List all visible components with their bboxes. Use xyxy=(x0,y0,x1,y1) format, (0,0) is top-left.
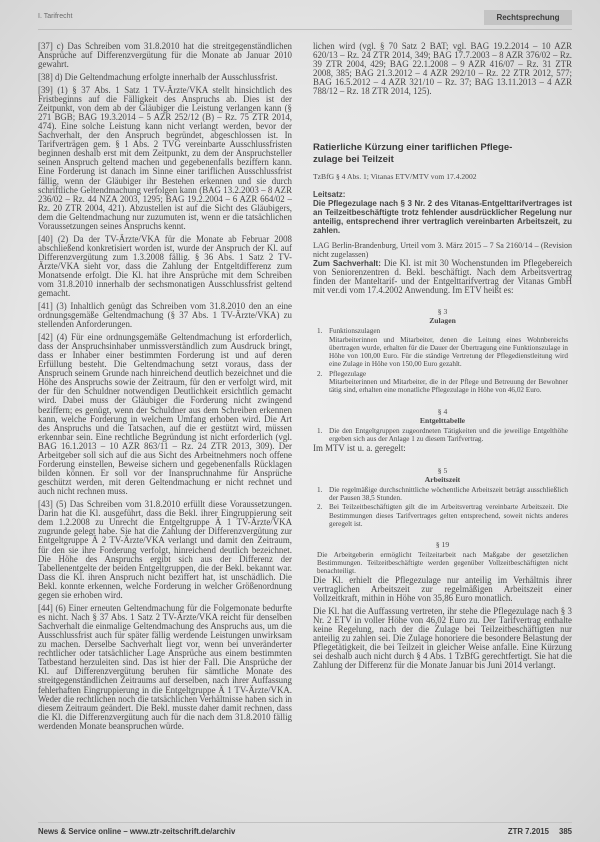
provision-section-number: § 3 xyxy=(437,307,448,317)
provision-section-number: § 5 xyxy=(437,465,448,475)
footer-divider xyxy=(38,822,572,823)
provision-item-number: 2. xyxy=(317,503,323,512)
continuation-paragraph: lichen wird (vgl. § 70 Satz 2 BAT; vgl. BAG 19.2.2014 – 10 AZR 620/13 – Rz. 24 ZTR 2014, 349; BAG 17.7.2003 – 8 AZR 376/02 – Rz. 39 ZTR 2004, 429; BAG 22.1.2008 – 9 AZR 416/07 – Rz. 31 ZTR 2008, 385; BAG 21.3.2012 – 4 AZR 292/10 – Rz. 22 ZTR 2012, 577; BAG 16.5.2012 – 4 AZR 321/10 – Rz. 37; BAG 13.11.2013 – 4 AZR 788/12 – Rz. 18 ZTR 2014, 125). xyxy=(313,42,572,97)
paragraph: [41] (3) Inhaltlich genügt das Schreiben vom 31.8.2010 den an eine ordnungsgemäße Geltendmachung (§ 37 Abs. 1 TV-Ärzte/VKA) zu stellenden Anforderungen. xyxy=(38,300,292,330)
paragraph: [40] (2) Da der TV-Ärzte/VKA für die Monate ab Februar 2008 abschließend konkretisiert worden ist, wurde der Anspruch der Kl. auf Differenzvergütung zum 1.3.2008 fällig. § 36 Abs. 1 Satz 2 TV-Ärzte/VKA sieht vor, dass die Zahlung der Entgeltdifferenz zum Monatsende erfolgt. Die Kl. hat ihre Ansprüche mit dem Schreiben vom 31.8.2010 innerhalb der sechsmonatigen Ausschlussfrist geltend gemacht. xyxy=(38,233,292,299)
article-norms: TzBfG § 4 Abs. 1; Vitanas ETV/MTV vom 17.4.2002 xyxy=(313,171,477,181)
provision-item-heading: Funktionszulagen xyxy=(329,327,381,336)
header-divider xyxy=(38,29,572,30)
paragraph: [37] c) Das Schreiben vom 31.8.2010 hat die streitgegenständlichen Ansprüche auf Differenzvergütung für die Monate ab Januar 2010 gewahrt. xyxy=(38,42,292,70)
leitsatz-text: Die Pflegezulage nach § 3 Nr. 2 des Vitanas-Entgelttarifvertrages ist an Teilzeitbeschäftigte trotz fehlender ausdrücklicher Regelung nur anteilig, entsprechend ihrer vertraglich vereinbarten Arbeitszeit, zu zahlen. xyxy=(313,198,572,235)
running-head-category: Rechtsprechung xyxy=(484,10,572,25)
provision-section-title: Entgelttabelle xyxy=(419,415,466,425)
article-title-line: zulage bei Teilzeit xyxy=(313,153,394,165)
provision-item-body xyxy=(329,370,568,395)
journal-issue: ZTR 7.2015 xyxy=(507,827,549,836)
running-head-section: I. Tarifrecht xyxy=(38,13,73,20)
article-title xyxy=(313,142,572,166)
provision-item xyxy=(317,503,568,528)
left-column xyxy=(38,42,292,808)
provision-list xyxy=(317,327,568,394)
paragraph: [44] (6) Einer erneuten Geltendmachung für die Folgemonate bedurfte es nicht. Nach § 37 Abs. 1 Satz 2 TV-Ärzte/VKA reicht für denselben Sachverhalt die einmalige Geltendmachung des Anspruchs aus, um die Ausschlussfrist auch für später fällig werdende Leistungen unwirksam zu machen. Derselbe Sachverhalt liegt vor, wenn bei unveränderter rechtlicher oder tatsächlicher Lage Ansprüche aus einem bestimmten Tatbestand herzuleiten sind. Das ist hier der Fall. Die Ansprüche der Kl. auf Differenzvergütung beruhen für sämtliche Monate des streitgegenständlichen Zeitraums auf derselben, nach ihrer Auffassung fehlerhaften Eingruppierung in die Entgeltgruppe Ä 1 TV-Ärzte/VKA. Weder die rechtlichen noch die tatsächlichen Verhältnisse haben sich in diesem Zeitraum geändert. Die Bekl. musste daher damit rechnen, dass die Kl. die Differenzvergütung auch für die nach dem 31.8.2010 fällig werdenden Monate beanspruchen würde. xyxy=(38,602,292,731)
provision-item-text: Bei Teilzeitbeschäftigten gilt die im Arbeitsvertrag vereinbarte Arbeitszeit. Die Bestimmungen dieses Tarifvertrages gelten entsprechend, soweit nichts anderes geregelt ist. xyxy=(329,503,568,528)
facts-paragraph xyxy=(313,259,572,295)
facts-text: Die Kl. ist mit 30 Wochenstunden im Pflegebereich von Seniorenzentren d. Bekl. beschäftigt. Nach dem Arbeitsvertrag finden der Manteltarif- und der Entgelttarifvertrag der Vitanas GmbH mit ver.di vom 17.4.2002 Anwendung. Im ETV heißt es: xyxy=(313,258,572,296)
facts-label: Zum Sachverhalt: xyxy=(313,259,381,269)
provision-section-number: § 19 xyxy=(435,540,450,550)
provision-item-number: 1. xyxy=(317,485,323,494)
provision-item xyxy=(317,370,568,395)
paragraph: [39] (1) § 37 Abs. 1 Satz 1 TV-Ärzte/VKA stellt hinsichtlich des Fristbeginns auf die Fälligkeit des Anspruchs ab. Dies ist der Zeitpunkt, von dem ab der Gläubiger die Leistung verlangen kann (§ 271 BGB; BAG 19.3.2014 – 5 AZR 252/12 (B) – Rz. 75 ZTR 2014, 474). Eine solche Leistung kann nicht verlangt werden, bevor der Sachverhalt, der den Anspruch begründet, abgeschlossen ist. In Tarifverträgen gem. § 1 Abs. 2 TVG vereinbarte Ausschlussfristen beginnen deshalb erst mit dem Zeitpunkt, zu dem der Anspruchsteller seinen Anspruch geltend machen und gegebenenfalls beziffern kann. Eine Forderung ist danach im Sinne einer tariflichen Ausschlussfrist fällig, wenn der Gläubiger ihr Bestehen erkennen und sie durch schriftliche Geltendmachung verfolgen kann (BAG 13.2.2003 – 8 AZR 236/02 – Rz. 44 NZA 2003, 1295; BAG 19.2.2004 – 6 AZR 664/02 – Rz. 20 ZTR 2004, 421). Abzustellen ist auf die Sicht des Gläubigers, dem die Geltendmachung nur zuzumuten ist, wenn er die tatsächlichen Voraussetzungen seines Anspruchs kennt. xyxy=(38,84,292,231)
provision-text: Die Arbeitgeberin ermöglicht Teilzeitarbeit nach Maßgabe der gesetzlichen Bestimmungen. Teilzeitbeschäftigte werden gegenüber Vollzeitbeschäftigten nicht benachteiligt. xyxy=(317,551,568,576)
provision-item-number: 2. xyxy=(317,369,323,378)
right-column xyxy=(313,42,572,808)
provision-item-text: Mitarbeiterinnen und Mitarbeiter, denen die Leitung eines Wohnbereichs übertragen wurde, erhalten für die Dauer der Übertragung eine Funktionszulage in Höhe von 100,00 Euro. Für die ständige Vertretung der Pflegedienstleitung wird eine Zulage in Höhe von 150,00 Euro gezahlt. xyxy=(329,335,568,369)
provision-item-text: Die den Entgeltgruppen zugeordneten Tätigkeiten und die jeweilige Entgelthöhe ergeben sich aus der Anlage 1 zu diesem Tarifvertrag. xyxy=(329,426,568,443)
footer-online-note: News & Service online – www.ztr-zeitschrift.de/archiv xyxy=(38,827,236,836)
provision-item-number: 1. xyxy=(317,327,323,336)
paragraph: [42] (4) Für eine ordnungsgemäße Geltendmachung ist erforderlich, dass der Anspruchsinhaber unmissverständlich zum Ausdruck bringt, dass er Inhaber einer bestimmten Forderung ist und auf deren Erfüllung besteht. Die Geltendmachung setzt voraus, dass der Anspruch seinem Grunde nach hinreichend deutlich bezeichnet und die Höhe des Anspruchs sowie der Zeitraum, für den er verfolgt wird, mit der für den Schuldner notwendigen Deutlichkeit ersichtlich gemacht wird. Dabei muss der Gläubiger die Forderung nicht zwingend beziffern; es genügt, wenn der Schuldner aus dem Schreiben erkennen kann, welche Forderung in welchem Umfang erhoben wird. Die Art des Anspruchs und die Tatsachen, auf die er gestützt wird, müssen erkennbar sein. Eine rechtliche Begründung ist nicht erforderlich (vgl. BAG 16.1.2013 – 10 AZR 863/11 – Rz. 24 ZTR 2013, 309). Der Arbeitgeber soll sich auf die aus Sicht des Arbeitnehmers noch offene Forderung einstellen, Beweise sichern und gegebenenfalls Rücklagen bilden können. Er soll vor der Inanspruchnahme für Ansprüche geschützt werden, mit deren Geltendmachung er nicht rechnet und auch nicht rechnen muss. xyxy=(38,331,292,497)
footer-issue xyxy=(490,827,572,836)
page-number: 385 xyxy=(558,827,572,836)
provision-section-number: § 4 xyxy=(437,406,448,416)
provision-list xyxy=(317,486,568,529)
court-citation: LAG Berlin-Brandenburg, Urteil vom 3. März 2015 – 7 Sa 2160/14 – (Revision nicht zugelassen) xyxy=(313,241,572,260)
provision-item-heading: Pflegezulage xyxy=(329,369,367,378)
provision-section-title: Zulagen xyxy=(429,316,456,326)
provision-item-number: 1. xyxy=(317,426,323,435)
article-title-line: Ratierliche Kürzung einer tariflichen Pflege- xyxy=(313,141,513,153)
provision-item-body xyxy=(329,327,568,368)
provision-item-text: Die regelmäßige durchschnittliche wöchentliche Arbeitszeit beträgt ausschließlich der Pausen 38,5 Stunden. xyxy=(329,485,568,502)
provision-item xyxy=(317,327,568,368)
mtv-intro: Im MTV ist u. a. geregelt: xyxy=(313,443,406,454)
provision-item-text: Mitarbeiterinnen und Mitarbeiter, die in der Pflege und Betreuung der Bewohner tätig sind, erhalten eine monatliche Pflegezulage in Höhe von 46,02 Euro. xyxy=(329,378,568,395)
provision-section-title: Arbeitszeit xyxy=(424,474,461,484)
paragraph: Die Kl. hat die Auffassung vertreten, ihr stehe die Pflegezulage nach § 3 Nr. 2 ETV in voller Höhe von 46,02 Euro zu. Der Tarifvertrag enthalte keine Regelung, nach der die Zulage bei Teilzeitbeschäftigten nur anteilig zu zahlen sei. Die Zulage honoriere die besondere Belastung der Pflegetätigkeit, die bei Teilzeit in gleicher Weise anfalle. Eine Kürzung sei deshalb auch nicht durch § 4 Abs. 1 TzBfG gerechtfertigt. Sie hat die Zahlung der Differenz für die Monate Januar bis Juni 2014 verlangt. xyxy=(313,605,572,671)
paragraph: Die Kl. erhielt die Pflegezulage nur anteilig im Verhältnis ihrer vertraglichen Arbeitszeit zur regelmäßigen Arbeitszeit einer Vollzeitkraft, mithin in Höhe von 35,86 Euro monatlich. xyxy=(313,574,572,603)
leitsatz-label: Leitsatz: xyxy=(313,189,346,199)
paragraph: [43] (5) Das Schreiben vom 31.8.2010 erfüllt diese Voraussetzungen. Darin hat die Kl. ausgeführt, dass die Bekl. ihrer Eingruppierung seit dem 1.2.2008 zu Unrecht die Entgeltgruppe Ä 1 TV-Ärzte/VKA zugrunde gelegt habe. Sie hat die Zahlung der Differenzvergütung zur Entgeltgruppe Ä 2 TV-Ärzte/VKA verlangt und damit den Zeitraum, für den sie ihre Forderung verfolgt, hinreichend deutlich bezeichnet. Die Höhe des Anspruchs ergibt sich aus der Differenz der Tabellenentgelte der beiden Entgeltgruppen, die der Bekl. bekannt war. Dass die Kl. ihren Anspruch nicht beziffert hat, ist unschädlich. Die Bekl. konnte erkennen, welche Forderung in welcher Größenordnung gegen sie erhoben wird. xyxy=(38,499,292,600)
provision-list xyxy=(317,427,568,443)
provision-item xyxy=(317,427,568,443)
provision-item xyxy=(317,486,568,502)
paragraph: [38] d) Die Geltendmachung erfolgte innerhalb der Ausschlussfrist. xyxy=(38,71,278,82)
